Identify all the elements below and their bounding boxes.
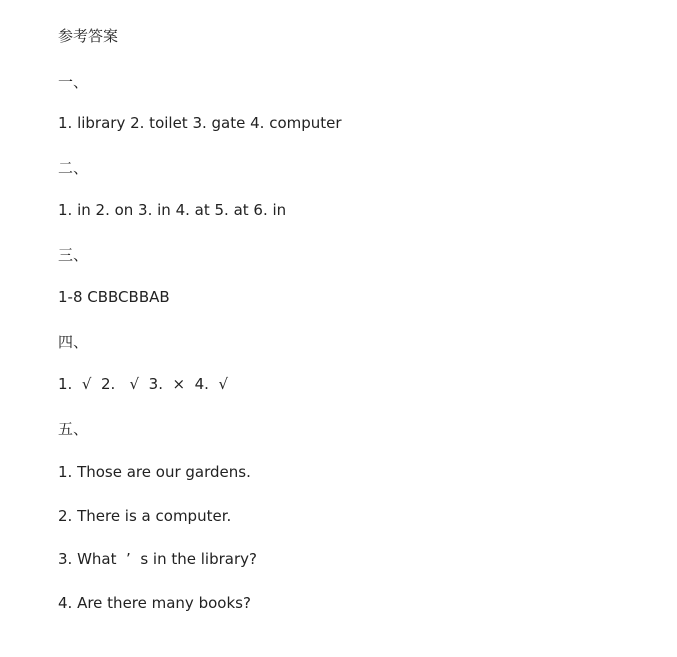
section-3-answer: 1-8 CBBCBBAB	[58, 288, 170, 306]
section-2-heading: 二、	[58, 159, 89, 177]
section-3-heading: 三、	[58, 246, 89, 264]
section-1-heading: 一、	[58, 73, 89, 91]
document-title: 参考答案	[58, 27, 119, 45]
section-4-heading: 四、	[58, 333, 89, 351]
section-4-answer: 1. √ 2. √ 3. × 4. √	[58, 375, 229, 393]
section-5-answer-2: 2. There is a computer.	[58, 507, 232, 525]
section-1-answer: 1. library 2. toilet 3. gate 4. computer	[58, 114, 342, 132]
section-5-heading: 五、	[58, 420, 89, 438]
section-5-answer-3: 3. What ’ s in the library?	[58, 550, 257, 568]
section-2-answer: 1. in 2. on 3. in 4. at 5. at 6. in	[58, 201, 287, 219]
section-5-answer-1: 1. Those are our gardens.	[58, 463, 251, 481]
section-5-answer-4: 4. Are there many books?	[58, 594, 251, 612]
